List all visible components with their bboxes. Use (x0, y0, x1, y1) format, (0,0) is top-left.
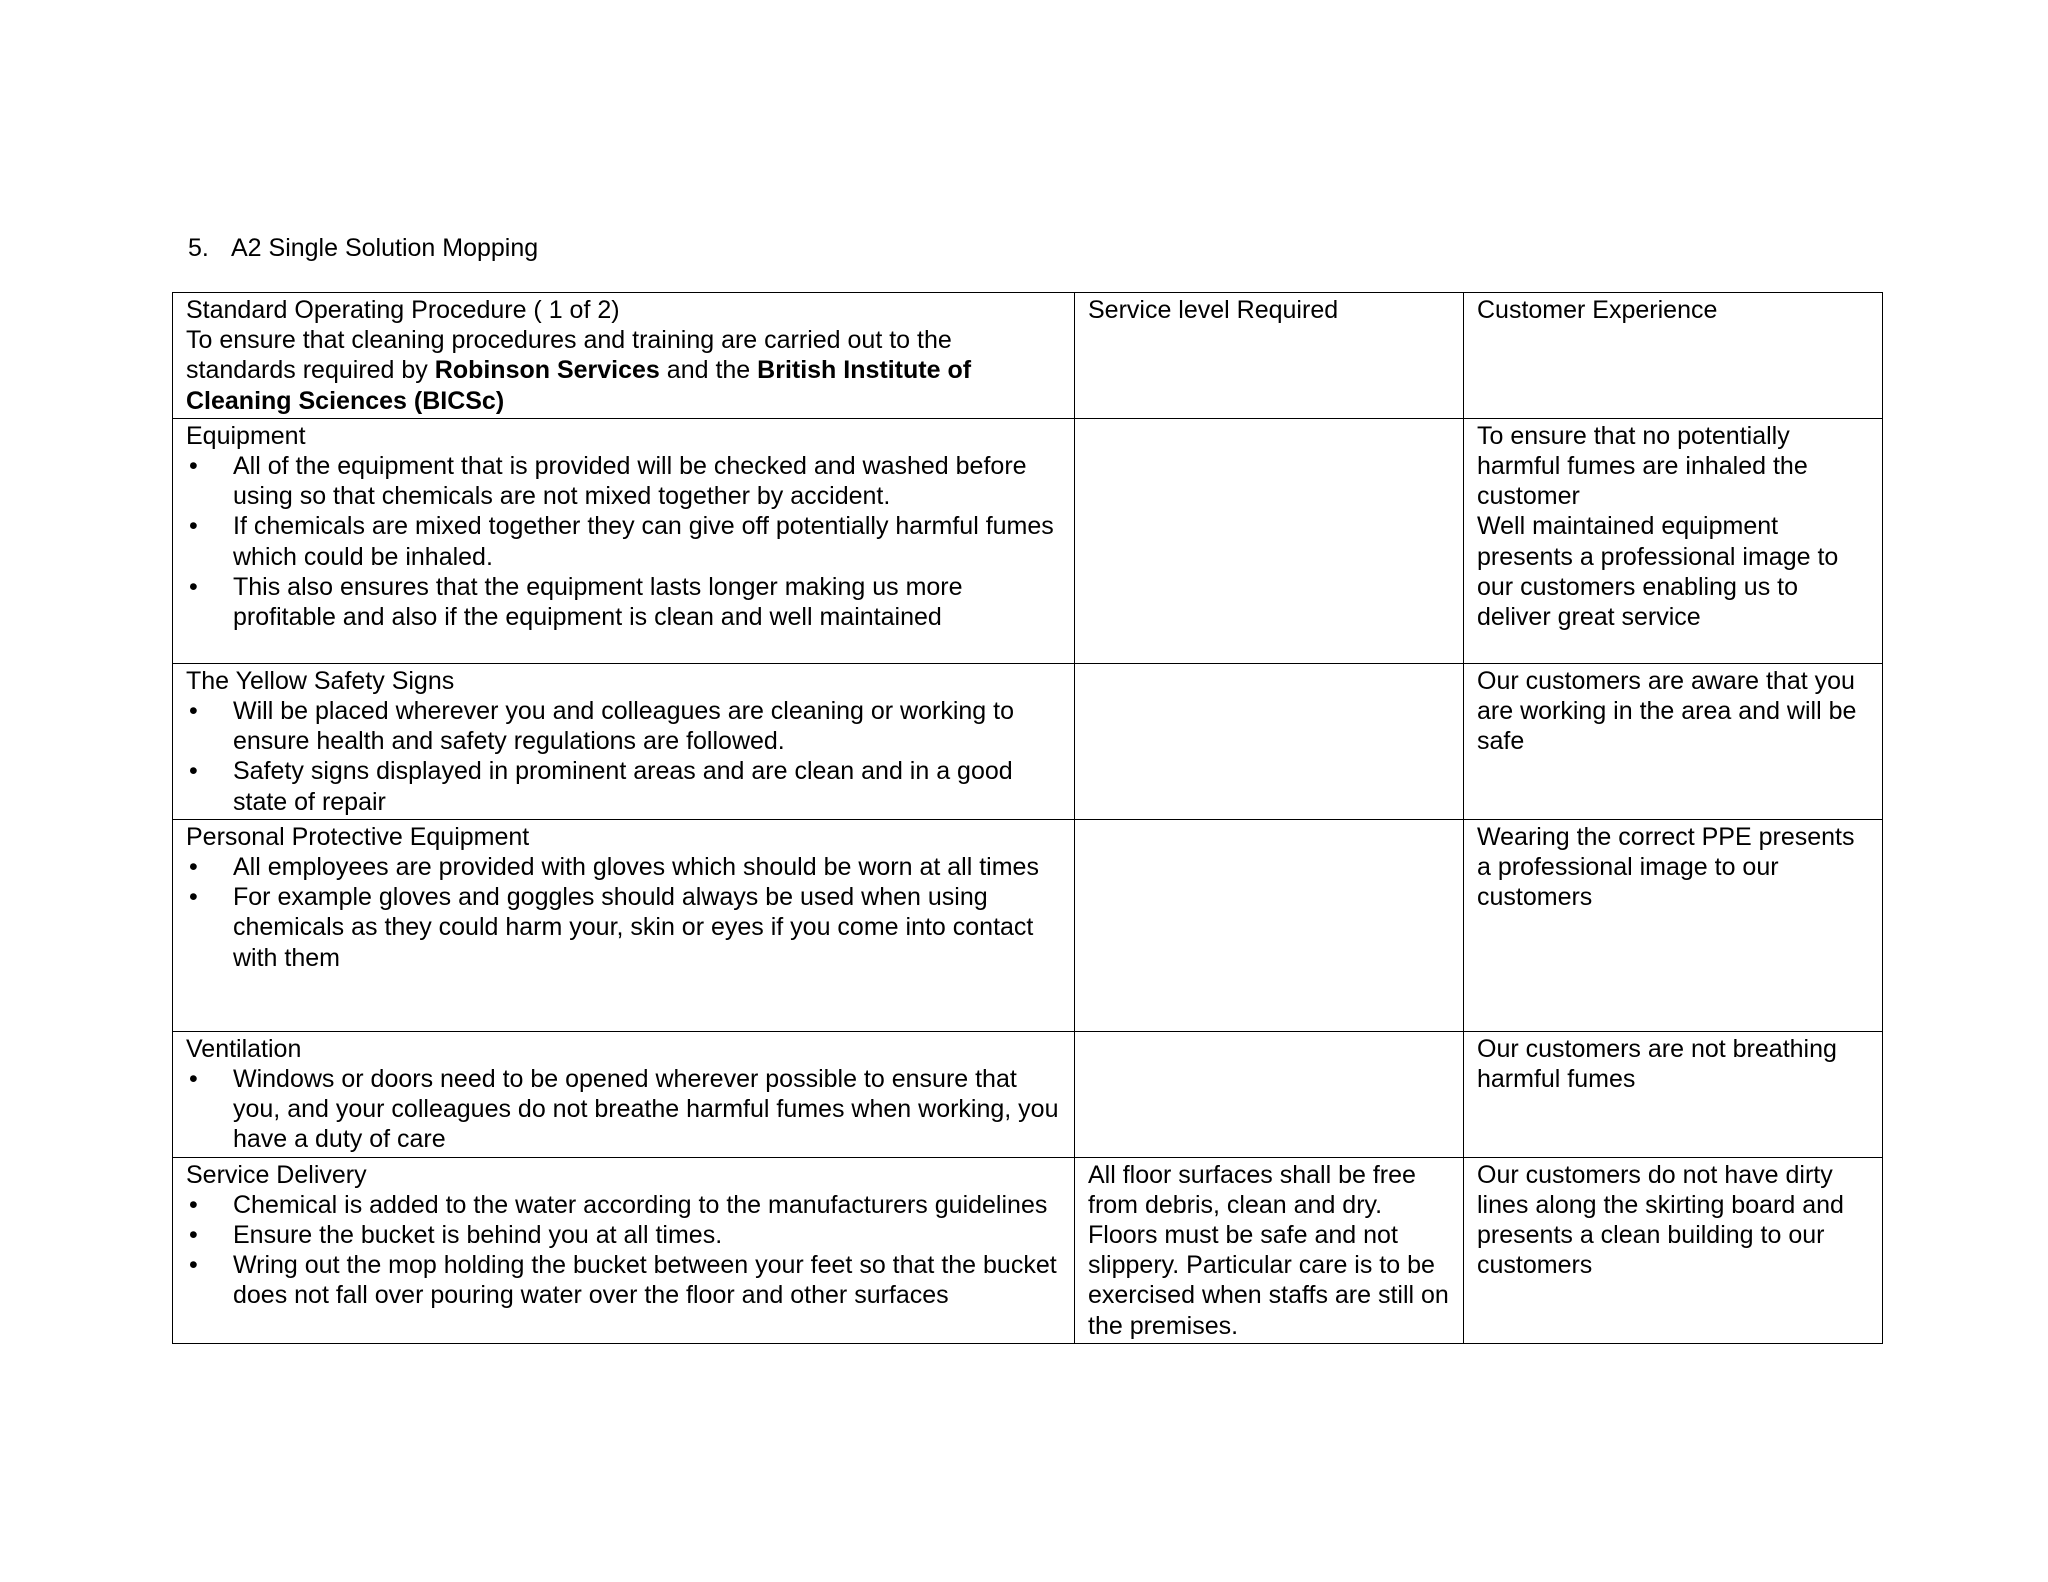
procedure-cell (173, 1031, 1075, 1157)
customer-experience-cell (1464, 418, 1883, 663)
service-level-cell (1075, 819, 1464, 1031)
procedure-title: Standard Operating Procedure ( 1 of 2) (186, 296, 620, 324)
list-item: • This also ensures that the equipment lasts longer making us more profitable and also if the equipment is clean and well maintained (189, 572, 963, 632)
list-item: • Ensure the bucket is behind you at all times. (189, 1221, 723, 1250)
company-name: Robinson Services (434, 356, 660, 385)
section-number: 5. (188, 234, 209, 262)
bullet-icon: • (189, 883, 198, 912)
row-title: The Yellow Safety Signs (186, 666, 455, 695)
row-title: Ventilation (186, 1034, 302, 1063)
customer-text: Wearing the correct PPE presents a professional image to our customers (1477, 822, 1855, 912)
institute-name: British Institute of Cleaning Sciences (BICSc) (186, 356, 972, 415)
bullet-icon: • (189, 1251, 198, 1280)
bullet-icon: • (189, 512, 198, 541)
bullet-list (186, 451, 1062, 632)
table-row-service-delivery (173, 1157, 1883, 1343)
service-level-cell (1075, 418, 1464, 663)
bullet-list (186, 1190, 1062, 1311)
table-row-equipment (173, 418, 1883, 663)
list-item: • Will be placed wherever you and colleagues are cleaning or working to ensure health and safety regulations are followed. (189, 697, 1014, 756)
service-level-cell (1075, 663, 1464, 819)
list-item: • All employees are provided with gloves which should be worn at all times (189, 853, 1039, 882)
bullet-icon: • (189, 757, 198, 786)
bullet-icon: • (189, 697, 198, 726)
row-title: Equipment (186, 421, 306, 450)
procedure-intro: To ensure that cleaning procedures and training are carried out to the standards required by Robinson Services and the British Institute of Cleaning Sciences (BICSc) (186, 326, 972, 415)
bullet-list (186, 852, 1062, 973)
bullet-list (186, 696, 1062, 817)
table-row-ppe (173, 819, 1883, 1031)
list-item: • Wring out the mop holding the bucket between your feet so that the bucket does not fall over pouring water over the floor and other surfaces (189, 1251, 1057, 1310)
bullet-icon: • (189, 853, 198, 882)
procedure-cell (173, 1157, 1075, 1343)
list-item: • If chemicals are mixed together they can give off potentially harmful fumes which could be inhaled. (189, 512, 1054, 571)
header-service-level-cell: Service level Required (1075, 293, 1464, 419)
bullet-list (186, 1064, 1062, 1155)
table-row-safety-signs (173, 663, 1883, 819)
procedure-cell (173, 418, 1075, 663)
customer-experience-cell (1464, 1031, 1883, 1157)
row-title: Personal Protective Equipment (186, 822, 530, 851)
customer-experience-cell (1464, 1157, 1883, 1343)
customer-text: Well maintained equipment presents a professional image to our customers enabling us to deliver great service (1477, 512, 1839, 632)
list-item: • Safety signs displayed in prominent areas and are clean and in a good state of repair (189, 757, 1013, 816)
row-title: Service Delivery (186, 1160, 367, 1189)
bullet-icon: • (189, 572, 198, 601)
list-item: • Windows or doors need to be opened wherever possible to ensure that you, and your colleagues do not breathe harmful fumes when working, you have a duty of care (189, 1065, 1059, 1154)
list-item: • For example gloves and goggles should always be used when using chemicals as they could harm your, skin or eyes if you come into contact with them (189, 883, 1034, 972)
customer-text: Our customers are aware that you are working in the area and will be safe (1477, 666, 1857, 756)
service-level-cell: All floor surfaces shall be free from debris, clean and dry. Floors must be safe and not slippery. Particular care is to be exercised when staffs are still on the premises. (1075, 1157, 1464, 1343)
customer-text: To ensure that no potentially harmful fumes are inhaled the customer (1477, 421, 1808, 511)
customer-experience-cell (1464, 663, 1883, 819)
header-customer-experience-cell: Customer Experience (1464, 293, 1883, 419)
bullet-icon: • (189, 1221, 198, 1250)
service-level-cell (1075, 1031, 1464, 1157)
customer-text: Our customers are not breathing harmful fumes (1477, 1034, 1837, 1094)
bullet-icon: • (189, 1190, 198, 1219)
customer-experience-cell (1464, 819, 1883, 1031)
customer-text: Our customers do not have dirty lines along the skirting board and presents a clean building to our customers (1477, 1160, 1844, 1280)
section-title: A2 Single Solution Mopping (231, 234, 539, 262)
table-row-ventilation (173, 1031, 1883, 1157)
header-procedure-cell (173, 293, 1075, 419)
procedure-cell (173, 663, 1075, 819)
sop-table (172, 292, 1883, 1344)
bullet-icon: • (189, 452, 198, 481)
bullet-icon: • (189, 1065, 198, 1094)
procedure-cell (173, 819, 1075, 1031)
section-heading (188, 232, 538, 264)
list-item: • All of the equipment that is provided will be checked and washed before using so that chemicals are not mixed together by accident. (189, 452, 1027, 511)
header-row (173, 293, 1883, 419)
list-item: • Chemical is added to the water according to the manufacturers guidelines (189, 1190, 1048, 1219)
